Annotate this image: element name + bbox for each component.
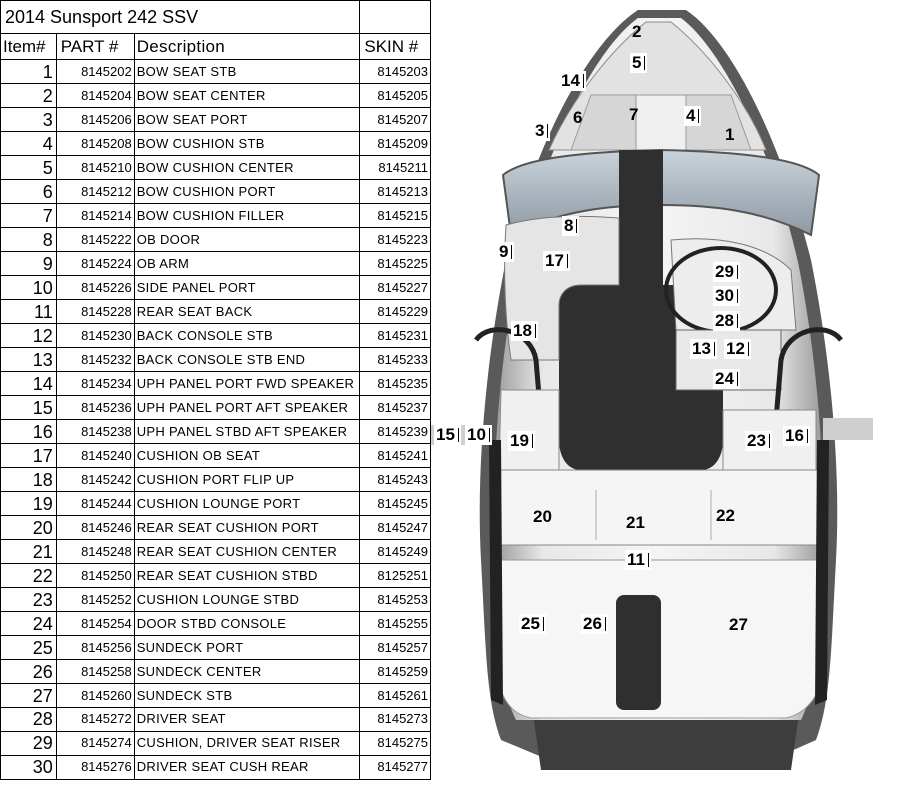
table-row	[1, 564, 431, 588]
label-tick	[605, 617, 606, 631]
label-tick	[648, 553, 649, 567]
item-number: 2	[1, 84, 57, 108]
skin-number: 8145223	[360, 228, 431, 252]
diagram-label-text: 26	[583, 614, 602, 633]
table-row	[1, 300, 431, 324]
boat-diagram	[431, 0, 903, 780]
item-number: 22	[1, 564, 57, 588]
diagram-label-6	[571, 108, 584, 128]
part-description: REAR SEAT CUSHION CENTER	[134, 540, 360, 564]
table-row	[1, 708, 431, 732]
lounge-port	[499, 390, 559, 470]
label-tick	[769, 434, 770, 448]
table-row	[1, 516, 431, 540]
part-description: UPH PANEL PORT FWD SPEAKER	[134, 372, 360, 396]
diagram-label-16	[783, 426, 810, 446]
diagram-label-text: 1	[725, 125, 735, 144]
part-number: 8145224	[56, 252, 134, 276]
skin-number: 8145203	[360, 60, 431, 84]
diagram-label-text: 6	[573, 108, 583, 127]
item-number: 12	[1, 324, 57, 348]
diagram-label-text: 11	[627, 550, 645, 569]
part-description: BOW CUSHION PORT	[134, 180, 360, 204]
table-row	[1, 276, 431, 300]
skin-number: 8145209	[360, 132, 431, 156]
label-tick	[576, 219, 577, 233]
part-number: 8145202	[56, 60, 134, 84]
diagram-label-text: 4	[686, 106, 696, 125]
part-number: 8145254	[56, 612, 134, 636]
part-number: 8145246	[56, 516, 134, 540]
sheet-title: 2014 Sunsport 242 SSV	[1, 1, 360, 34]
diagram-label-27	[727, 615, 750, 635]
table-row	[1, 228, 431, 252]
part-description: REAR SEAT CUSHION STBD	[134, 564, 360, 588]
table-row	[1, 156, 431, 180]
item-number: 13	[1, 348, 57, 372]
header-description: Description	[134, 34, 360, 60]
skin-number: 8145275	[360, 731, 431, 755]
label-tick	[535, 324, 536, 338]
diagram-label-text: 30	[715, 286, 734, 305]
bow-filler	[636, 95, 686, 150]
part-description: BOW CUSHION FILLER	[134, 204, 360, 228]
skin-number: 8145245	[360, 492, 431, 516]
item-number: 20	[1, 516, 57, 540]
diagram-label-text: 13	[692, 339, 711, 358]
header-item: Item#	[1, 34, 57, 60]
part-description: CUSHION LOUNGE STBD	[134, 588, 360, 612]
table-row	[1, 348, 431, 372]
part-number: 8145206	[56, 108, 134, 132]
diagram-label-text: 19	[510, 431, 529, 450]
skin-number: 8145253	[360, 588, 431, 612]
diagram-label-text: 23	[747, 431, 766, 450]
table-row	[1, 396, 431, 420]
header-row	[1, 34, 431, 60]
table-row	[1, 324, 431, 348]
part-number: 8145248	[56, 540, 134, 564]
part-number: 8145230	[56, 324, 134, 348]
table-row	[1, 636, 431, 660]
table-row	[1, 252, 431, 276]
label-tick	[489, 428, 490, 442]
skin-number: 8145255	[360, 612, 431, 636]
diagram-label-text: 28	[715, 311, 734, 330]
table-row	[1, 540, 431, 564]
header-skin: SKIN #	[360, 34, 431, 60]
skin-number: 8145229	[360, 300, 431, 324]
diagram-label-17	[543, 251, 570, 271]
label-tick	[567, 254, 568, 268]
part-number: 8145260	[56, 684, 134, 708]
diagram-label-8	[562, 216, 579, 236]
part-description: OB ARM	[134, 252, 360, 276]
part-number: 8145256	[56, 636, 134, 660]
skin-number: 8145213	[360, 180, 431, 204]
label-tick	[583, 74, 584, 88]
label-tick	[737, 372, 738, 386]
item-number: 1	[1, 60, 57, 84]
part-description: REAR SEAT CUSHION PORT	[134, 516, 360, 540]
part-description: BACK CONSOLE STB END	[134, 348, 360, 372]
part-number: 8145258	[56, 660, 134, 684]
diagram-label-15	[434, 425, 461, 445]
title-row	[1, 1, 431, 34]
table-row	[1, 755, 431, 779]
item-number: 30	[1, 755, 57, 779]
label-tick	[748, 342, 749, 356]
diagram-label-23	[745, 431, 772, 451]
part-description: DOOR STBD CONSOLE	[134, 612, 360, 636]
part-number: 8145238	[56, 420, 134, 444]
diagram-label-10	[465, 425, 492, 445]
item-number: 27	[1, 684, 57, 708]
item-number: 8	[1, 228, 57, 252]
item-number: 11	[1, 300, 57, 324]
item-number: 21	[1, 540, 57, 564]
table-row	[1, 684, 431, 708]
part-number: 8145214	[56, 204, 134, 228]
part-description: SUNDECK STB	[134, 684, 360, 708]
sundeck-walkway	[616, 595, 661, 710]
part-number: 8145204	[56, 84, 134, 108]
diagram-label-text: 9	[499, 242, 509, 261]
item-number: 9	[1, 252, 57, 276]
table-row	[1, 731, 431, 755]
part-description: OB DOOR	[134, 228, 360, 252]
label-tick	[737, 265, 738, 279]
skin-number: 8145227	[360, 276, 431, 300]
table-row	[1, 612, 431, 636]
item-number: 4	[1, 132, 57, 156]
diagram-label-text: 25	[521, 614, 540, 633]
item-number: 15	[1, 396, 57, 420]
diagram-label-22	[714, 506, 737, 526]
diagram-label-26	[581, 614, 608, 634]
diagram-label-1	[723, 125, 736, 145]
diagram-label-2	[630, 22, 643, 42]
diagram-label-text: 29	[715, 262, 734, 281]
skin-number: 8125251	[360, 564, 431, 588]
label-tick	[644, 56, 645, 70]
table-row	[1, 420, 431, 444]
skin-number: 8145231	[360, 324, 431, 348]
item-number: 5	[1, 156, 57, 180]
stb-trim	[815, 440, 829, 705]
item-number: 25	[1, 636, 57, 660]
diagram-label-11	[625, 550, 651, 570]
table-row	[1, 60, 431, 84]
skin-number: 8145235	[360, 372, 431, 396]
table-row	[1, 660, 431, 684]
diagram-label-5	[630, 53, 647, 73]
part-description: BOW SEAT PORT	[134, 108, 360, 132]
diagram-label-25	[519, 614, 546, 634]
part-description: CUSHION OB SEAT	[134, 444, 360, 468]
part-number: 8145232	[56, 348, 134, 372]
item-number: 17	[1, 444, 57, 468]
skin-number: 8145211	[360, 156, 431, 180]
skin-number: 8145233	[360, 348, 431, 372]
diagram-label-text: 12	[726, 339, 745, 358]
table-row	[1, 588, 431, 612]
part-description: CUSHION LOUNGE PORT	[134, 492, 360, 516]
diagram-label-4	[684, 106, 701, 126]
table-row	[1, 132, 431, 156]
part-number: 8145244	[56, 492, 134, 516]
diagram-label-19	[508, 431, 535, 451]
diagram-label-text: 7	[629, 105, 639, 124]
diagram-label-12	[724, 339, 751, 359]
part-number: 8145212	[56, 180, 134, 204]
item-number: 29	[1, 731, 57, 755]
part-description: BACK CONSOLE STB	[134, 324, 360, 348]
diagram-label-text: 22	[716, 506, 735, 525]
diagram-label-text: 5	[632, 53, 642, 72]
diagram-label-text: 14	[561, 71, 580, 90]
diagram-label-text: 24	[715, 369, 734, 388]
diagram-label-text: 20	[533, 507, 552, 526]
diagram-label-text: 27	[729, 615, 748, 634]
diagram-label-text: 10	[467, 425, 486, 444]
diagram-label-text: 8	[564, 216, 574, 235]
part-description: SUNDECK CENTER	[134, 660, 360, 684]
item-number: 19	[1, 492, 57, 516]
skin-number: 8145205	[360, 84, 431, 108]
table-row	[1, 492, 431, 516]
part-number: 8145276	[56, 755, 134, 779]
skin-number: 8145237	[360, 396, 431, 420]
label-tick	[458, 428, 459, 442]
skin-number: 8145257	[360, 636, 431, 660]
item-number: 10	[1, 276, 57, 300]
part-number: 8145234	[56, 372, 134, 396]
part-description: SIDE PANEL PORT	[134, 276, 360, 300]
diagram-label-24	[713, 369, 740, 389]
table-row	[1, 84, 431, 108]
part-number: 8145274	[56, 731, 134, 755]
item-number: 26	[1, 660, 57, 684]
skin-number: 8145277	[360, 755, 431, 779]
part-description: SUNDECK PORT	[134, 636, 360, 660]
part-description: BOW CUSHION STB	[134, 132, 360, 156]
label-tick	[511, 245, 512, 259]
header-part: PART #	[56, 34, 134, 60]
part-description: CUSHION PORT FLIP UP	[134, 468, 360, 492]
skin-number: 8145247	[360, 516, 431, 540]
table-row	[1, 444, 431, 468]
parts-table	[0, 0, 431, 780]
diagram-label-21	[624, 513, 647, 533]
diagram-label-text: 3	[535, 121, 545, 140]
part-number: 8145250	[56, 564, 134, 588]
part-description: BOW CUSHION CENTER	[134, 156, 360, 180]
boat-top-view	[431, 0, 903, 780]
diagram-label-7	[627, 105, 640, 125]
item-number: 18	[1, 468, 57, 492]
skin-number: 8145241	[360, 444, 431, 468]
part-number: 8145222	[56, 228, 134, 252]
part-description: DRIVER SEAT CUSH REAR	[134, 755, 360, 779]
port-trim	[489, 440, 503, 705]
label-tick	[543, 617, 544, 631]
part-number: 8145228	[56, 300, 134, 324]
skin-number: 8145207	[360, 108, 431, 132]
diagram-label-14	[559, 71, 586, 91]
diagram-label-text: 15	[436, 425, 455, 444]
part-number: 8145226	[56, 276, 134, 300]
part-number: 8145208	[56, 132, 134, 156]
label-tick	[737, 314, 738, 328]
label-tick	[807, 429, 808, 443]
part-number: 8145272	[56, 708, 134, 732]
diagram-label-29	[713, 262, 740, 282]
diagram-label-9	[497, 242, 514, 262]
part-description: CUSHION, DRIVER SEAT RISER	[134, 731, 360, 755]
diagram-label-text: 17	[545, 251, 564, 270]
label-tick	[714, 342, 715, 356]
part-number: 8145240	[56, 444, 134, 468]
item-number: 24	[1, 612, 57, 636]
item-number: 7	[1, 204, 57, 228]
skin-number: 8145261	[360, 684, 431, 708]
item-number: 6	[1, 180, 57, 204]
part-description: BOW SEAT CENTER	[134, 84, 360, 108]
title-empty-cell	[360, 1, 431, 34]
part-number: 8145252	[56, 588, 134, 612]
table-row	[1, 372, 431, 396]
table-row	[1, 180, 431, 204]
diagram-label-18	[511, 321, 538, 341]
diagram-label-3	[533, 121, 550, 141]
diagram-label-text: 16	[785, 426, 804, 445]
label-tick	[532, 434, 533, 448]
diagram-label-28	[713, 311, 740, 331]
table-row	[1, 468, 431, 492]
diagram-label-text: 18	[513, 321, 532, 340]
table-row	[1, 204, 431, 228]
skin-number: 8145225	[360, 252, 431, 276]
item-number: 14	[1, 372, 57, 396]
skin-number: 8145259	[360, 660, 431, 684]
label-tick	[547, 124, 548, 138]
skin-number: 8145239	[360, 420, 431, 444]
table-row	[1, 108, 431, 132]
diagram-label-30	[713, 286, 740, 306]
label-tick	[737, 289, 738, 303]
skin-number: 8145243	[360, 468, 431, 492]
diagram-label-20	[531, 507, 554, 527]
item-number: 16	[1, 420, 57, 444]
item-number: 28	[1, 708, 57, 732]
skin-number: 8145273	[360, 708, 431, 732]
part-description: UPH PANEL STBD AFT SPEAKER	[134, 420, 360, 444]
part-description: BOW SEAT STB	[134, 60, 360, 84]
part-description: DRIVER SEAT	[134, 708, 360, 732]
diagram-label-text: 2	[632, 22, 642, 41]
item-number: 3	[1, 108, 57, 132]
diagram-label-13	[690, 339, 717, 359]
item-number: 23	[1, 588, 57, 612]
part-number: 8145210	[56, 156, 134, 180]
skin-number: 8145215	[360, 204, 431, 228]
skin-number: 8145249	[360, 540, 431, 564]
side-panel-stbd	[823, 418, 873, 440]
part-number: 8145236	[56, 396, 134, 420]
part-number: 8145242	[56, 468, 134, 492]
part-description: UPH PANEL PORT AFT SPEAKER	[134, 396, 360, 420]
diagram-label-text: 21	[626, 513, 645, 532]
part-description: REAR SEAT BACK	[134, 300, 360, 324]
label-tick	[698, 109, 699, 123]
